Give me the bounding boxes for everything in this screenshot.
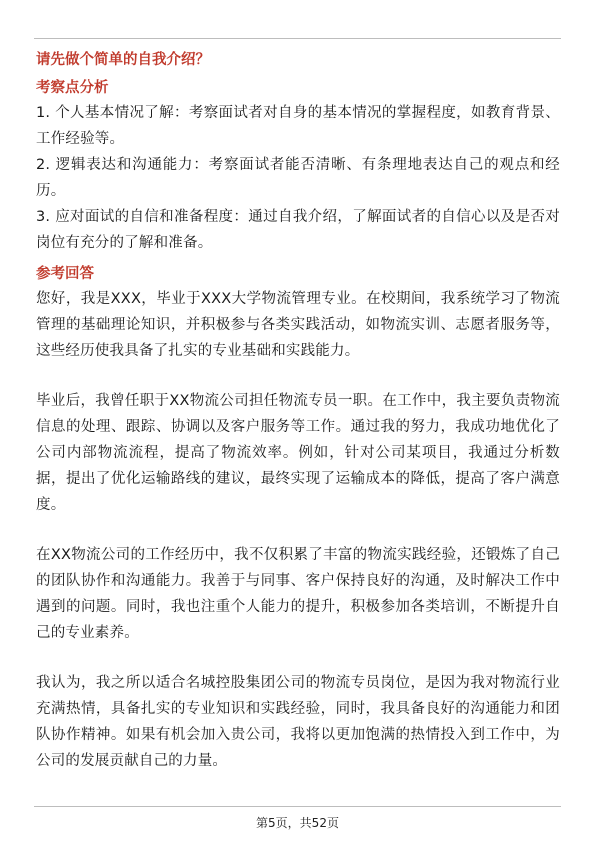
paragraph-spacer xyxy=(36,646,560,670)
top-divider xyxy=(34,38,561,39)
answer-paragraph: 在XX物流公司的工作经历中，我不仅积累了丰富的物流实践经验，还锻炼了自己的团队协作和沟通能力。我善于与同事、客户保持良好的沟通，及时解决工作中遇到的问题。同时，我也注重个人能力的提升，积极参加各类培训，不断提升自己的专业素养。 xyxy=(36,547,560,641)
paragraph-spacer xyxy=(36,518,560,542)
bottom-divider xyxy=(34,806,561,807)
question-title: 请先做个简单的自我介绍？ xyxy=(36,52,210,68)
answer-heading: 参考回答 xyxy=(36,266,94,282)
analysis-heading: 考察点分析 xyxy=(36,80,109,96)
analysis-item: 3. 应对面试的自信和准备程度：通过自我介绍，了解面试者的自信心以及是否对岗位有充分的了解和准备。 xyxy=(36,209,560,251)
analysis-item: 2. 逻辑表达和沟通能力：考察面试者能否清晰、有条理地表达自己的观点和经历。 xyxy=(36,157,560,199)
answer-paragraph: 您好，我是XXX，毕业于XXX大学物流管理专业。在校期间，我系统学习了物流管理的基础理论知识，并积极参与各类实践活动，如物流实训、志愿者服务等，这些经历使我具备了扎实的专业基础和实践能力。 xyxy=(36,291,560,359)
paragraph-spacer xyxy=(36,364,560,388)
answer-paragraph: 我认为，我之所以适合名城控股集团公司的物流专员岗位，是因为我对物流行业充满热情，具备扎实的专业知识和实践经验，同时，我具备良好的沟通能力和团队协作精神。如果有机会加入贵公司，我将以更加饱满的热情投入到工作中，为公司的发展贡献自己的力量。 xyxy=(36,675,560,769)
answer-paragraph: 毕业后，我曾任职于XX物流公司担任物流专员一职。在工作中，我主要负责物流信息的处理、跟踪、协调以及客户服务等工作。通过我的努力，我成功地优化了公司内部物流流程，提高了物流效率。例如，针对公司某项目，我通过分析数据，提出了优化运输路线的建议，最终实现了运输成本的降低，提高了客户满意度。 xyxy=(36,393,560,513)
analysis-item: 1. 个人基本情况了解：考察面试者对自身的基本情况的掌握程度，如教育背景、工作经验等。 xyxy=(36,105,560,147)
document-body xyxy=(36,46,560,774)
page-number: 第5页，共52页 xyxy=(256,816,339,830)
